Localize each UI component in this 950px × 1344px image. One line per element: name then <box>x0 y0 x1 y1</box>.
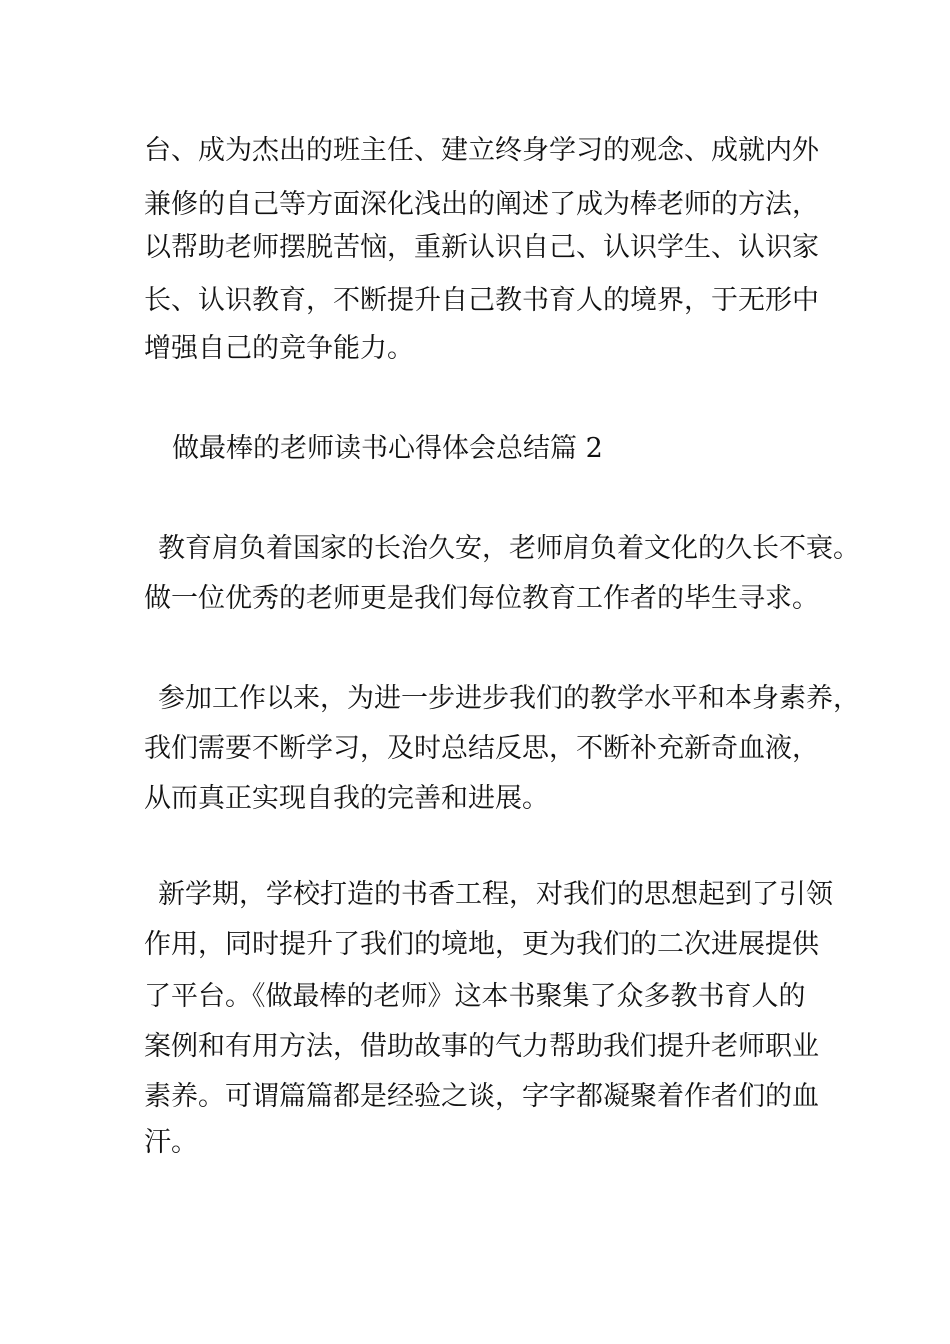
paragraph-line: 增强自己的竞争能力。 <box>144 333 414 364</box>
paragraph-line: 长、认识教育，不断提升自己教书育人的境界，于无形中 <box>144 285 819 316</box>
section-heading: 做最棒的老师读书心得体会总结篇 2 <box>172 433 603 464</box>
paragraph-line: 从而真正实现自我的完善和进展。 <box>144 783 549 814</box>
paragraph-line: 了平台。《做最棒的老师》这本书聚集了众多教书育人的 <box>144 981 806 1012</box>
paragraph-line: 作用，同时提升了我们的境地，更为我们的二次进展提供 <box>144 929 819 960</box>
paragraph-line: 参加工作以来，为进一步进步我们的教学水平和本身素养， <box>158 683 860 714</box>
paragraph-line: 台、成为杰出的班主任、建立终身学习的观念、成就内外 <box>144 135 819 166</box>
paragraph-line: 素养。可谓篇篇都是经验之谈，字字都凝聚着作者们的血 <box>144 1081 819 1112</box>
paragraph-line: 做一位优秀的老师更是我们每位教育工作者的毕生寻求。 <box>144 583 819 614</box>
paragraph-line: 以帮助老师摆脱苦恼，重新认识自己、认识学生、认识家 <box>144 232 819 263</box>
paragraph-line: 教育肩负着国家的长治久安，老师肩负着文化的久长不衰。 <box>158 533 860 564</box>
paragraph-line: 新学期，学校打造的书香工程，对我们的思想起到了引领 <box>158 879 833 910</box>
paragraph-line: 兼修的自己等方面深化浅出的阐述了成为棒老师的方法， <box>144 189 819 220</box>
paragraph-line: 我们需要不断学习，及时总结反思，不断补充新奇血液， <box>144 733 819 764</box>
paragraph-line: 汗。 <box>144 1127 198 1158</box>
paragraph-line: 案例和有用方法，借助故事的气力帮助我们提升老师职业 <box>144 1031 819 1062</box>
